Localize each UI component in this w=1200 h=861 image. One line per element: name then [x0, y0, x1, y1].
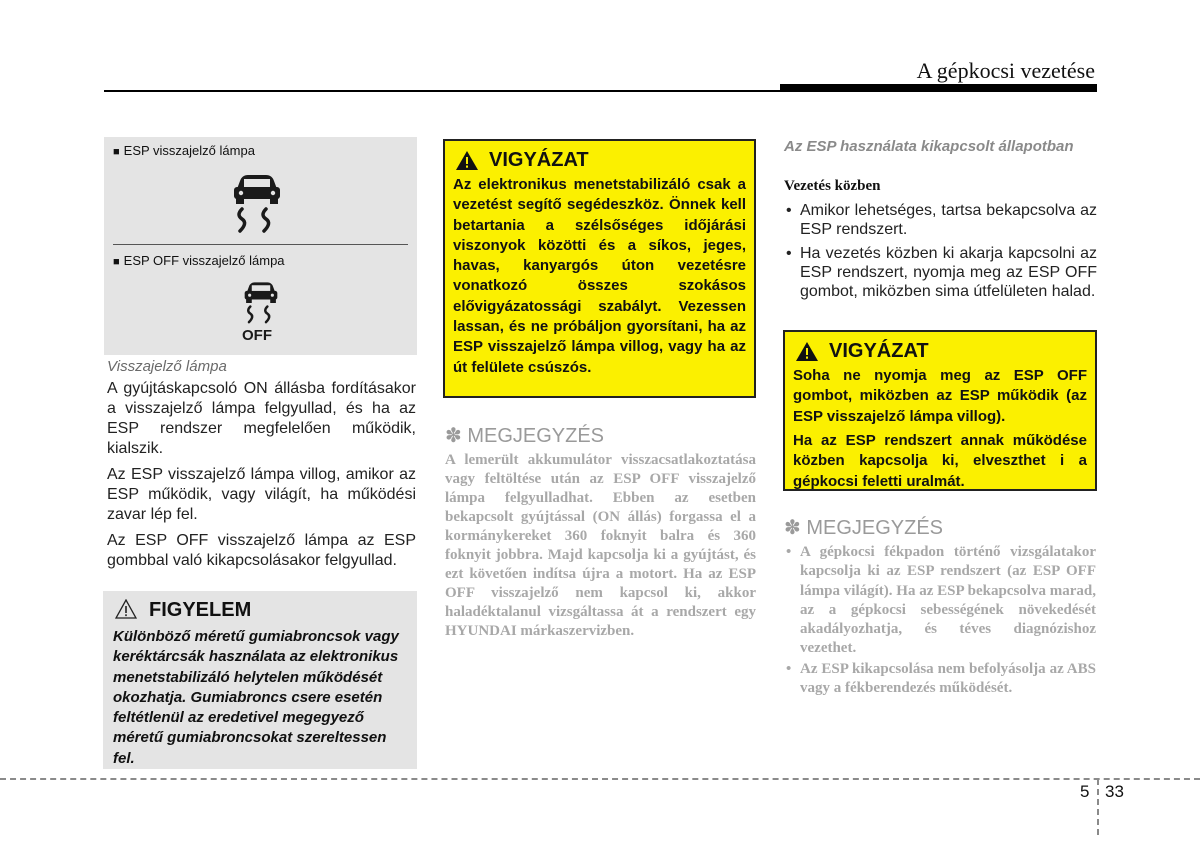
- paragraph: Az ESP OFF visszajelző lámpa az ESP gombbal való kikapcsolásakor felgyullad.: [107, 532, 416, 569]
- paragraph: Az ESP visszajelző lámpa villog, amikor az ESP működik, vagy világít, ha működési zavar lép fel.: [107, 466, 416, 523]
- caution-title: VIGYÁZAT: [489, 149, 589, 171]
- esp-off-text: OFF: [242, 327, 272, 344]
- warning-triangle-icon: [455, 150, 479, 171]
- esp-off-lamp-label: ■ ESP OFF visszajelző lámpa: [113, 253, 285, 268]
- note-title: ✽ MEGJEGYZÉS: [784, 517, 944, 539]
- caution-body-2: Ha az ESP rendszert annak működése közben kapcsolja ki, elveszthet i a gépkocsi feletti uralmát.: [793, 432, 1087, 490]
- warning-triangle-icon: [795, 341, 819, 362]
- footer-dashed-rule: [0, 778, 1200, 780]
- esp-off-car-skid-icon: [239, 281, 283, 325]
- page-header-title: A gépkocsi vezetése: [916, 58, 1095, 83]
- figyelem-title: FIGYELEM: [149, 599, 252, 621]
- figyelem-body: Különböző méretű gumiabroncsok vagy keréktárcsák használata az elektronikus menetstabilizáló helytelen működését okozhatja. Gumiabroncs csere esetén feltétlenül az eredetivel megegyező méretű gumiabroncsokat szereltessen fel.: [113, 628, 399, 767]
- indicator-lamp-panel: [104, 137, 417, 355]
- list-item: • Az ESP kikapcsolása nem befolyásolja az ABS vagy a fékberendezés működését.: [784, 660, 1096, 699]
- note-body: A lemerült akkumulátor visszacsatlakoztatása vagy feltöltése után az ESP OFF visszajelző lámpa felgyulladhat. Ebben az esetben bekapcsolt gyújtással (ON állás) forgassa el a kormánykereket 360 foknyit balra és 360 foknyit jobbra. Majd kapcsolja ki a gyújtást, és ezt követően indítsa újra a motort. Ha az ESP OFF visszajelző nem kapcsol ki, akkor haladéktalanul vizsgáltassa át a rendszert egy HYUNDAI márkaszervizben.: [445, 452, 756, 639]
- sub-heading: Vezetés közben: [784, 178, 881, 194]
- figyelem-box: [103, 591, 417, 769]
- lamp-description: [107, 379, 416, 577]
- caution-box-2: [783, 330, 1097, 491]
- warning-triangle-icon: [115, 599, 137, 619]
- caution-body: Az elektronikus menetstabilizáló csak a vezetést segítő segédeszköz. Önnek kell betartania a szélsőséges időjárási viszonyok közötti és a síkos, jeges, havas, kanyargós úton vezetésre vonatkozó összes szokásos elővigyázatossági szabályt. Vezessen lassan, és ne próbáljon gyorsítani, ha az ESP visszajelző lámpa villog, vagy ha az út felülete csúszós.: [453, 176, 746, 376]
- caution-body-1: Soha ne nyomja meg az ESP OFF gombot, miközben az ESP működik (az ESP visszajelző lámpa villog).: [793, 367, 1087, 425]
- section-heading: Az ESP használata kikapcsolt állapotban: [784, 138, 1074, 155]
- caution-title: VIGYÁZAT: [829, 340, 929, 362]
- list-item: • Amikor lehetséges, tartsa bekapcsolva az ESP rendszert.: [784, 201, 1097, 240]
- page-number: 33: [1105, 782, 1124, 801]
- lamp-caption: Visszajelző lámpa: [107, 358, 227, 375]
- list-item: • A gépkocsi fékpadon történő vizsgálatakor kapcsolja ki az ESP rendszert (az ESP OFF lámpa világít). Ha az ESP bekapcsolva marad, az a gépkocsi sebességének növekedését akadályozhatja, és téves diagnózishoz vezethet.: [784, 543, 1096, 659]
- esp-car-skid-icon: [226, 173, 288, 235]
- caution-box-1: [443, 139, 756, 398]
- bullet-list: [784, 201, 1097, 305]
- chapter-number: 5: [1080, 782, 1090, 801]
- lamp-divider: [113, 244, 408, 245]
- note-list: [784, 543, 1096, 699]
- paragraph: A gyújtáskapcsoló ON állásba fordításakor a visszajelző lámpa felgyullad, és ha az ESP rendszer megfelelően működik, kialszik.: [107, 380, 416, 457]
- list-item: • Ha vezetés közben ki akarja kapcsolni az ESP rendszert, nyomja meg az ESP OFF gombot, miközben sima útfelületen halad.: [784, 244, 1097, 302]
- esp-lamp-label: ■ ESP visszajelző lámpa: [113, 143, 255, 158]
- note-title: ✽ MEGJEGYZÉS: [445, 425, 605, 447]
- header-rule-thick: [780, 84, 1097, 92]
- footer-dashed-divider: [1097, 779, 1099, 835]
